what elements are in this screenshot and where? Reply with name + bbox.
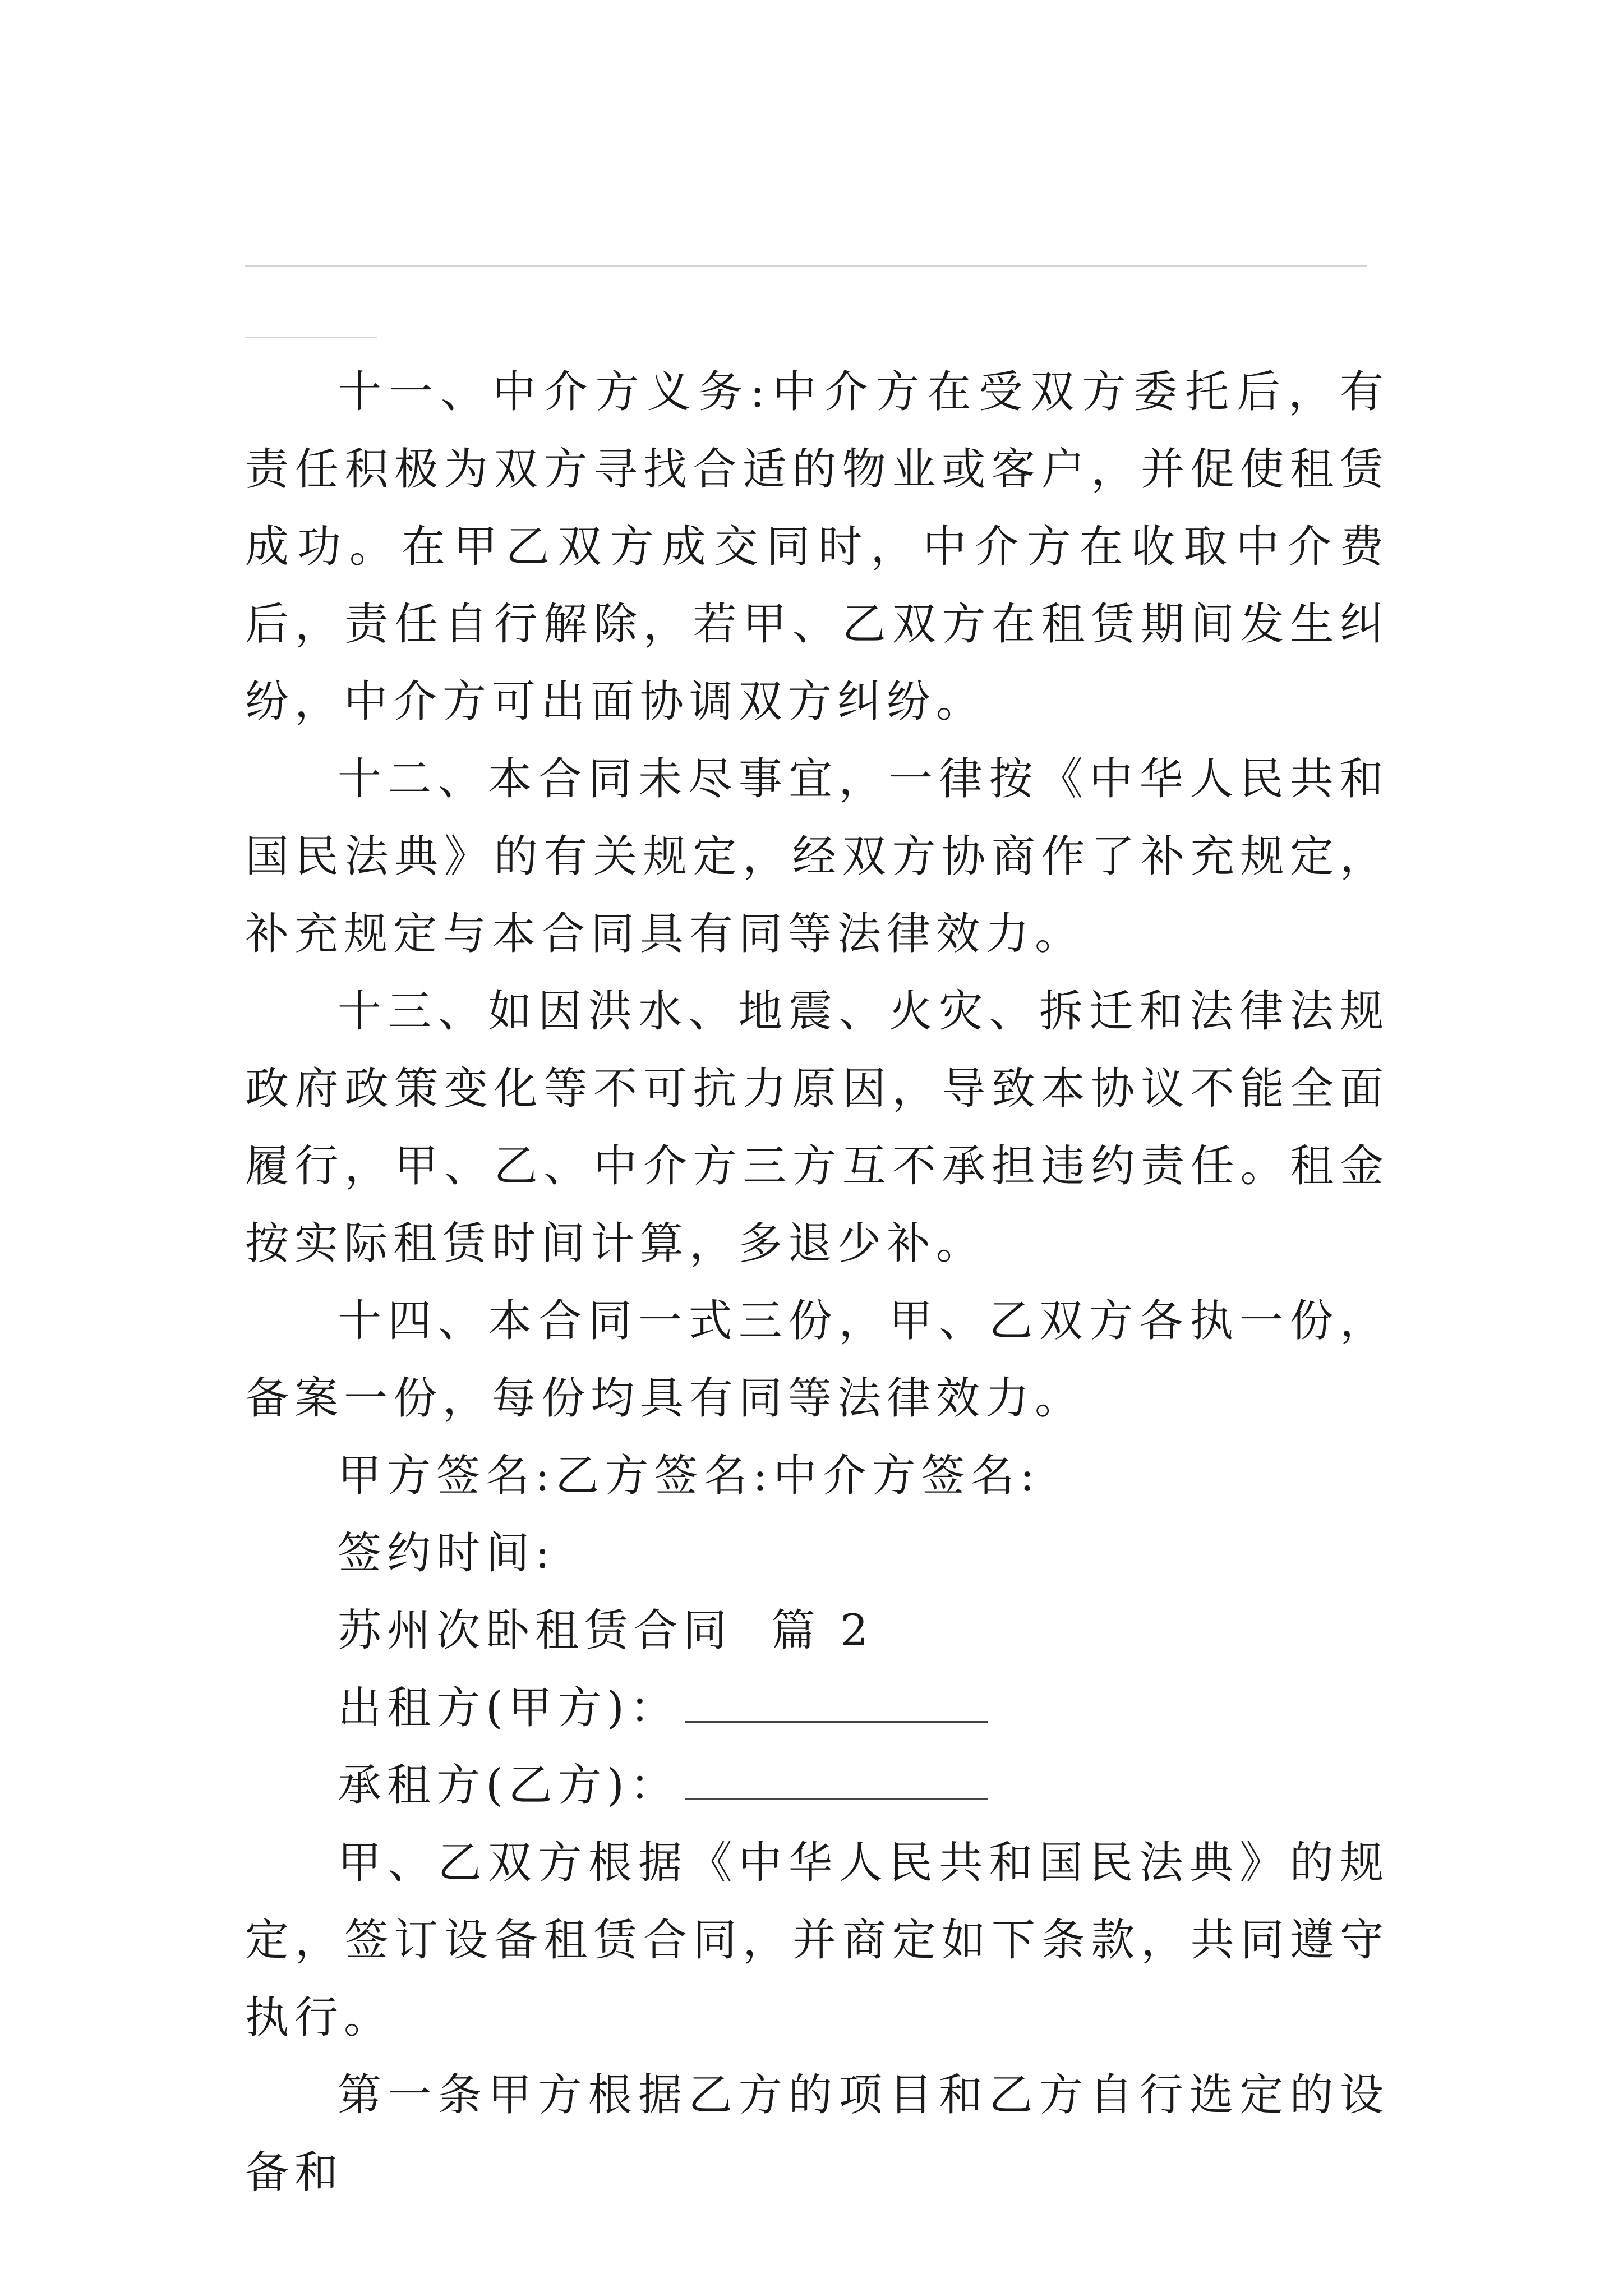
clause-11: 十一、中介方义务:中介方在受双方委托后，有责任积极为双方寻找合适的物业或客户，并促使租赁成功。在甲乙双方成交同时，中介方在收取中介费后，责任自行解除，若甲、乙双方在租赁期间发生纠纷，中介方可出面协调双方纠纷。 bbox=[245, 367, 1389, 727]
lessee-label: 承租方(乙方)： bbox=[338, 1760, 679, 1811]
header-rule-short bbox=[245, 337, 377, 338]
lessor-blank bbox=[685, 1687, 988, 1723]
signature-line: 甲方签名:乙方签名:中介方签名: bbox=[338, 1451, 1040, 1501]
clause-12: 十二、本合同未尽事宜，一律按《中华人民共和国民法典》的有关规定，经双方协商作了补充规定，补充规定与本合同具有同等法律效力。 bbox=[245, 754, 1389, 959]
lessee-blank bbox=[685, 1765, 988, 1800]
article-1: 第一条甲方根据乙方的项目和乙方自行选定的设备和 bbox=[245, 2070, 1389, 2198]
sign-date: 签约时间: bbox=[338, 1528, 556, 1579]
section-title: 苏州次卧租赁合同 篇 2 bbox=[338, 1605, 874, 1656]
intro-paragraph: 甲、乙双方根据《中华人民共和国民法典》的规定，签订设备租赁合同，并商定如下条款，共同遵守执行。 bbox=[245, 1838, 1389, 2043]
document-body bbox=[245, 353, 1389, 2211]
header-rule bbox=[245, 265, 1367, 267]
lessee-line bbox=[245, 1747, 1389, 1824]
clause-13: 十三、如因洪水、地震、火灾、拆迁和法律法规政府政策变化等不可抗力原因，导致本协议不能全面履行，甲、乙、中介方三方互不承担违约责任。租金按实际租赁时间计算，多退少补。 bbox=[245, 986, 1389, 1269]
lessor-label: 出租方(甲方)： bbox=[338, 1683, 679, 1733]
clause-14: 十四、本合同一式三份，甲、乙双方各执一份，备案一份，每份均具有同等法律效力。 bbox=[245, 1296, 1389, 1424]
lessor-line bbox=[245, 1669, 1389, 1747]
